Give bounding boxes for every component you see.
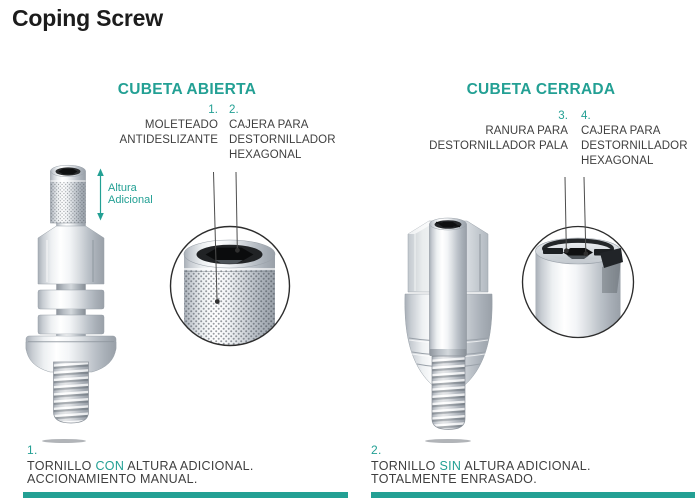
- callout-number: 4.: [581, 110, 591, 122]
- callout-line: CAJERA PARA: [581, 125, 661, 137]
- caption-text-highlight: CON: [95, 458, 125, 473]
- callout-cajera-hexagonal-left: [229, 103, 359, 163]
- callout-number: 3.: [558, 110, 568, 122]
- altura-adicional-label: [108, 183, 153, 206]
- caption-line2: ACCIONAMIENTO MANUAL.: [27, 472, 198, 486]
- callout-ranura: [398, 109, 568, 154]
- caption-line1: [27, 460, 254, 474]
- right-screw-illustration: [405, 218, 492, 443]
- caption-text-segment: TORNILLO: [27, 458, 96, 473]
- section-header-cubeta-cerrada: CUBETA CERRADA: [466, 81, 616, 98]
- caption-left: [27, 444, 254, 487]
- altura-line: Altura: [108, 182, 137, 194]
- page-title: Coping Screw: [12, 5, 163, 31]
- callout-line: HEXAGONAL: [581, 155, 654, 167]
- altura-line: Adicional: [108, 193, 153, 206]
- left-underline-bar: [23, 492, 348, 498]
- callout-number: 2.: [229, 104, 239, 116]
- caption-text-segment: TORNILLO: [371, 458, 440, 473]
- caption-number: 1.: [27, 443, 38, 457]
- caption-right: [371, 444, 591, 487]
- callout-line: HEXAGONAL: [229, 149, 302, 161]
- right-detail-circle: [523, 227, 634, 342]
- callout-line: RANURA PARA: [485, 125, 568, 137]
- left-detail-circle: [171, 227, 290, 349]
- callout-cajera-hexagonal-right: [581, 109, 700, 169]
- caption-text-highlight: SIN: [439, 458, 462, 473]
- altura-dimension-arrow-icon: [97, 169, 104, 221]
- callout-line: MOLETEADO: [144, 119, 218, 131]
- left-screw-illustration: [26, 165, 116, 443]
- callout-number: 1.: [208, 104, 218, 116]
- caption-line1: [371, 460, 591, 474]
- right-screw-shadow: [425, 439, 471, 443]
- callout-moleteado: [78, 103, 218, 148]
- callout-line: DESTORNILLADOR PALA: [429, 140, 568, 152]
- callout-line: DESTORNILLADOR: [229, 134, 336, 146]
- section-header-cubeta-abierta: CUBETA ABIERTA: [117, 81, 257, 98]
- left-screw-shadow: [42, 439, 86, 443]
- callout-line: CAJERA PARA: [229, 119, 309, 131]
- caption-line2: TOTALMENTE ENRASADO.: [371, 472, 537, 486]
- caption-number: 2.: [371, 443, 382, 457]
- right-underline-bar: [371, 492, 695, 498]
- caption-text-segment: ALTURA ADICIONAL.: [124, 458, 254, 473]
- left-screw-knurl: [51, 165, 86, 223]
- callout-line: DESTORNILLADOR: [581, 140, 688, 152]
- caption-text-segment: ALTURA ADICIONAL.: [461, 458, 591, 473]
- callout-line: ANTIDESLIZANTE: [119, 134, 218, 146]
- blade-slot-detail-icon: [543, 248, 563, 254]
